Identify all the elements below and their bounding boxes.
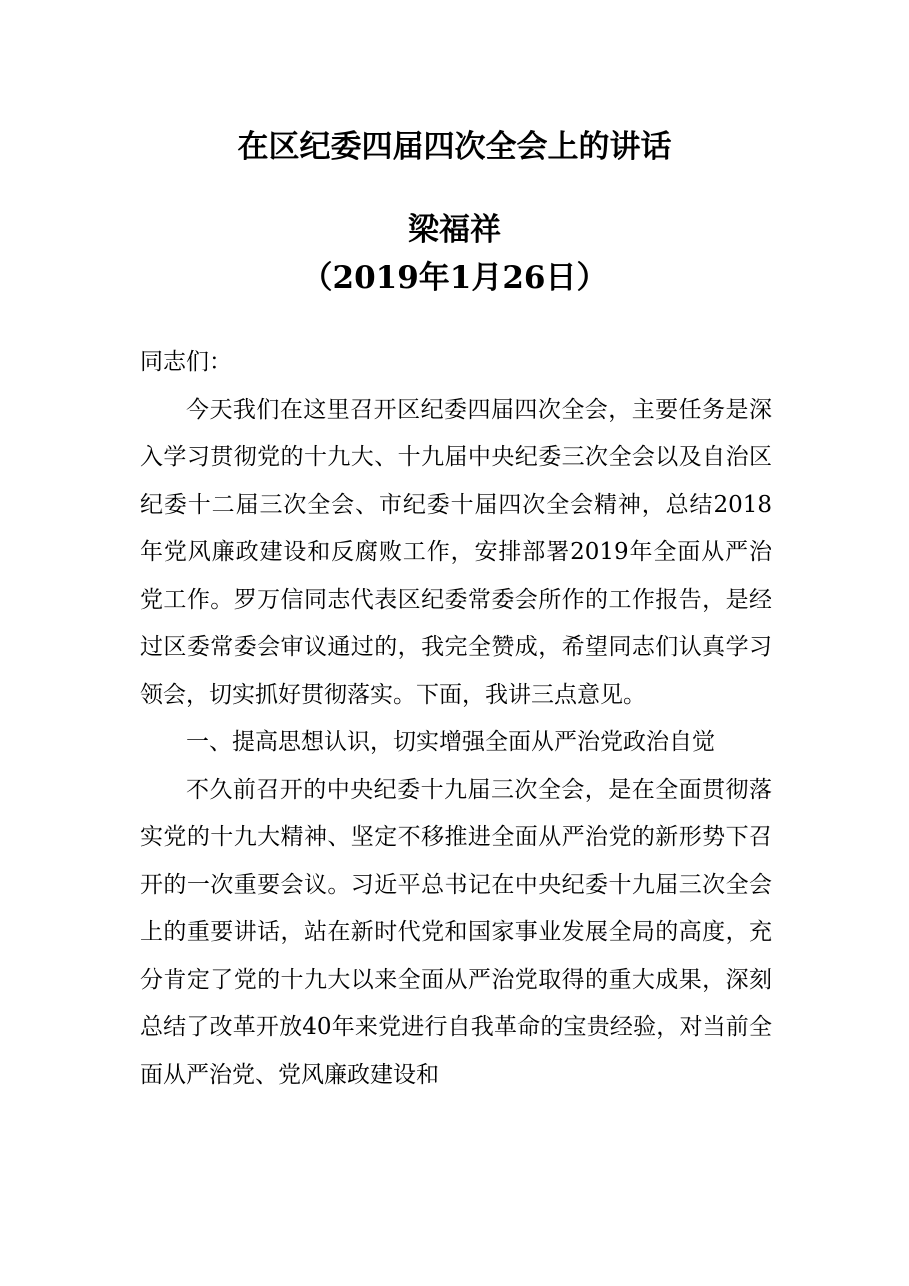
paragraph-section-1: 不久前召开的中央纪委十九届三次全会，是在全面贯彻落实党的十九大精神、坚定不移推进全面从严治党的新形势下召开的一次重要会议。习近平总书记在中央纪委十九届三次全会上的重要讲话，站在新时代党和国家事业发展全局的高度，充分肯定了党的十九大以来全面从严治党取得的重大成果，深刻总结了改革开放40年来党进行自我革命的宝贵经验，对当前全面从严治党、党风廉政建设和 (140, 776, 772, 1088)
document-title: 在区纪委四届四次全会上的讲话 (237, 129, 672, 165)
author-name: 梁福祥 (408, 212, 501, 248)
salutation: 同志们： (140, 349, 232, 375)
paragraph-intro: 今天我们在这里召开区纪委四届四次全会，主要任务是深入学习贯彻党的十九大、十九届中央纪委三次全会以及自治区纪委十二届三次全会、市纪委十届四次全会精神，总结2018年党风廉政建设和反腐败工作，安排部署2019年全面从严治党工作。罗万信同志代表区纪委常委会所作的工作报告，是经过区委常委会审议通过的，我完全赞成，希望同志们认真学习领会，切实抓好贯彻落实。下面，我讲三点意见。 (140, 396, 772, 708)
document-body (140, 339, 772, 1099)
section-heading-1: 一、提高思想认识，切实增强全面从严治党政治自觉 (186, 729, 715, 755)
speech-date: （2019年1月26日） (301, 260, 608, 296)
